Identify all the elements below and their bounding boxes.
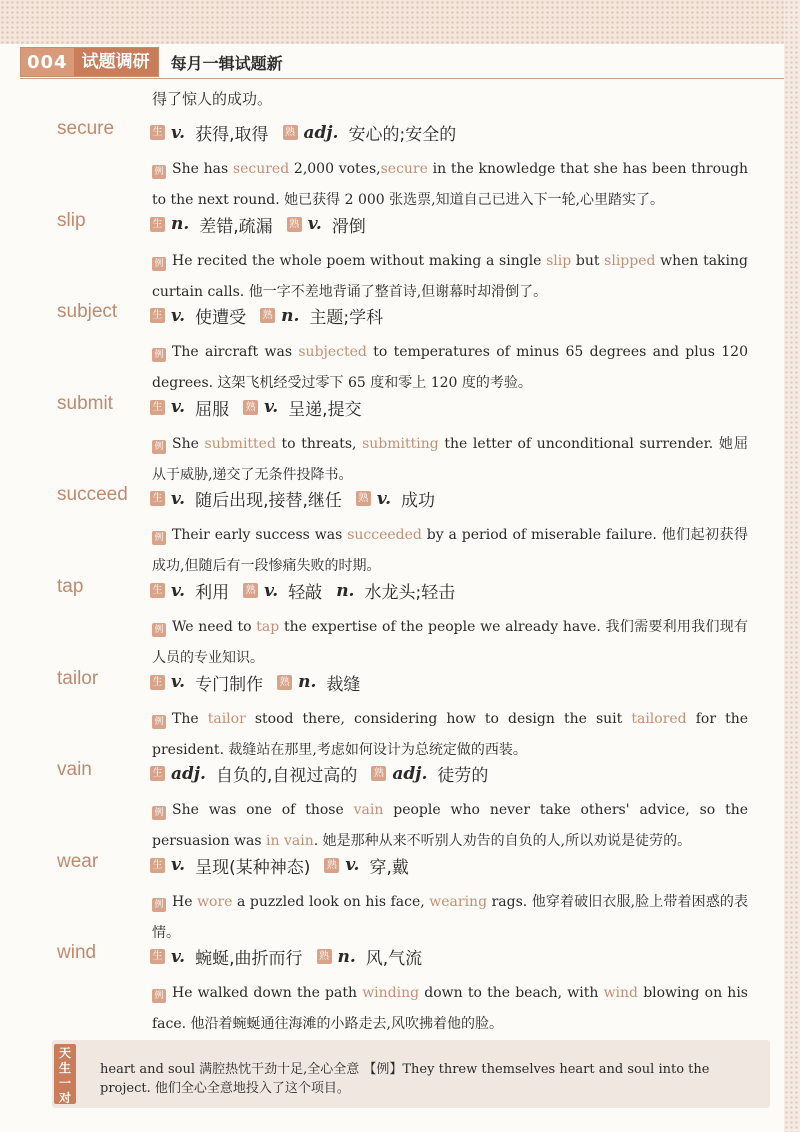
headword: tap (57, 576, 84, 597)
example-text: in the knowledge that she has been through to the next round. 她已获得 2 000 张选票,知道自己已进入下一轮,心里踏实了。 (152, 161, 748, 208)
definition (150, 670, 263, 695)
mark-shu: 熟 (356, 491, 371, 506)
definition (287, 212, 366, 237)
definitions (150, 395, 376, 420)
definition (324, 853, 409, 878)
part-of-speech: n. (298, 672, 317, 693)
definition (150, 486, 342, 511)
definitions (150, 944, 436, 969)
mark-sheng: 生 (150, 675, 165, 690)
definition (150, 395, 229, 420)
meaning: 裁缝 (326, 674, 361, 695)
mark-lie: 例 (152, 440, 166, 454)
headword: submit (57, 392, 113, 414)
example-text: blowing on his face. 他沿着蜿蜒通往海滩的小路走去,风吹拂着他的脸。 (152, 985, 748, 1033)
mark-lie: 例 (152, 623, 166, 637)
example-sentence (152, 795, 748, 857)
mark-shu: 熟 (243, 400, 258, 415)
meaning: 蜿蜒,曲折而行 (195, 949, 303, 970)
right-decorative-band (784, 0, 800, 1132)
example-highlight: tailor (207, 710, 246, 727)
part-of-speech: n. (337, 946, 356, 967)
example-sentence (152, 246, 748, 308)
example-highlight: secure (380, 161, 428, 177)
part-of-speech: v. (171, 488, 186, 509)
example-text: She has (172, 161, 233, 177)
example-text: He (172, 893, 198, 910)
example-highlight: succeeded (347, 527, 422, 544)
part-of-speech: n. (281, 305, 300, 326)
headword: wear (57, 850, 99, 872)
meaning: 穿,戴 (369, 857, 409, 878)
mark-shu: 熟 (260, 308, 275, 323)
meaning: 主题;学科 (309, 308, 384, 329)
definition (371, 761, 488, 786)
meaning: 安心的;安全的 (348, 125, 457, 145)
definitions (150, 303, 397, 328)
part-of-speech: adj. (392, 763, 428, 784)
example-text: to temperatures of minus 65 degrees and plus 120 degrees. 这架飞机经受过零下 65 度和零上 120 度的考验。 (152, 344, 748, 392)
definitions (150, 486, 449, 511)
mark-shu: 熟 (324, 858, 339, 873)
example-highlight: submitting (362, 435, 439, 452)
example-text: He walked down the path (172, 985, 363, 1002)
example-text: She was one of those (172, 802, 354, 819)
example-text: by a period of miserable failure. 他们起初获得成功,但随后有一段惨痛失败的时期。 (152, 527, 748, 575)
example-text: . 她是那种从来不听别人劝告的自负的人,所以劝说是徒劳的。 (313, 833, 692, 850)
headword: slip (57, 209, 86, 231)
example-text: a puzzled look on his face, (232, 893, 430, 910)
mark-lie: 例 (152, 989, 166, 1003)
meaning: 徒劳的 (437, 766, 489, 787)
meaning: 呈现(某种神态) (195, 857, 311, 878)
example-highlight: submitted (204, 435, 276, 452)
example-sentence (152, 704, 748, 766)
header-badge (20, 47, 159, 77)
example-sentence (152, 154, 748, 216)
definition (356, 486, 435, 511)
meaning: 差错,疏漏 (199, 216, 273, 237)
part-of-speech: n. (336, 580, 355, 601)
mark-lie: 例 (152, 531, 166, 545)
example-text: Their early success was (172, 527, 348, 544)
headword: wind (57, 942, 97, 964)
definition (150, 761, 357, 786)
mark-lie: 例 (152, 257, 166, 271)
example-text: She (172, 435, 205, 452)
mark-sheng: 生 (150, 125, 165, 140)
example-sentence (152, 612, 748, 674)
meaning: 专门制作 (195, 674, 264, 695)
example-sentence (152, 429, 748, 491)
example-text: We need to (172, 619, 257, 635)
definition (277, 670, 360, 695)
definition (283, 120, 457, 145)
definitions (150, 670, 374, 695)
example-text: but (571, 252, 605, 269)
section-tag: 试题调研 (74, 48, 158, 76)
part-of-speech: adj. (303, 122, 339, 143)
example-text: for the president. 裁缝站在那里,考虑如何设计为总统定做的西装。 (152, 710, 749, 758)
meaning: 自负的,自视过高的 (215, 766, 358, 787)
part-of-speech: v. (345, 855, 360, 876)
mark-lie: 例 (152, 348, 166, 362)
example-highlight: secured (232, 161, 290, 177)
definitions (150, 120, 470, 145)
example-highlight: wore (197, 893, 233, 910)
mark-lie: 例 (152, 715, 166, 729)
part-of-speech: v. (171, 397, 186, 418)
example-highlight: tap (256, 619, 280, 635)
example-highlight: tailored (631, 710, 687, 727)
part-of-speech: v. (264, 397, 279, 418)
meaning: 成功 (401, 491, 435, 512)
mark-lie: 例 (152, 806, 166, 820)
headword: succeed (57, 484, 128, 506)
meaning: 呈递,提交 (288, 399, 362, 420)
example-highlight: in vain (266, 833, 314, 850)
headword: vain (57, 759, 92, 781)
mark-shu: 熟 (283, 125, 298, 140)
part-of-speech: v. (171, 122, 186, 143)
part-of-speech: v. (376, 488, 391, 509)
part-of-speech: v. (264, 580, 279, 601)
headword: secure (57, 118, 115, 139)
example-text: stood there, considering how to design the suit (245, 710, 632, 727)
example-text: rags. 他穿着破旧衣服,脸上带着困惑的表情。 (152, 893, 748, 941)
header-title: 每月一辑试题新 (170, 53, 283, 73)
mark-shu: 熟 (277, 675, 292, 690)
idiom-box (52, 1040, 770, 1108)
mark-shu: 熟 (371, 766, 386, 781)
part-of-speech: v. (171, 946, 186, 967)
meaning: 轻敲 (288, 583, 323, 603)
mark-sheng: 生 (150, 949, 165, 964)
part-of-speech: v. (171, 855, 186, 876)
example-highlight: winding (362, 985, 420, 1002)
mark-shu: 熟 (287, 217, 302, 232)
example-sentence (152, 978, 748, 1040)
example-highlight: wearing (429, 893, 488, 910)
part-of-speech: n. (171, 214, 190, 235)
top-decorative-band (0, 0, 800, 44)
headword: subject (57, 301, 118, 323)
example-highlight: slip (546, 252, 572, 269)
meaning: 使遭受 (195, 308, 247, 329)
meaning: 利用 (195, 583, 230, 603)
meaning: 获得,取得 (195, 125, 269, 145)
definitions (150, 212, 380, 237)
definition (150, 578, 229, 603)
meaning: 滑倒 (331, 216, 366, 237)
part-of-speech: v. (171, 672, 186, 693)
example-text: The aircraft was (172, 344, 299, 361)
example-highlight: slipped (604, 252, 656, 269)
mark-sheng: 生 (150, 400, 165, 415)
mark-sheng: 生 (150, 491, 165, 506)
header-divider (20, 78, 784, 79)
continuation-text: 得了惊人的成功。 (152, 90, 273, 108)
example-sentence (152, 520, 748, 582)
page-number: 004 (21, 52, 74, 73)
example-sentence (152, 887, 748, 949)
example-text: people who never take others' advice, so the persuasion was (152, 802, 748, 850)
page-header (20, 44, 283, 80)
idiom-text: heart and soul 满腔热忱干劲十足,全心全意 【例】They threw themselves heart and soul into the project. 他们全心全意地投入了这个项目。 (100, 1062, 710, 1096)
meaning: 随后出现,接替,继任 (195, 491, 342, 512)
definition (150, 212, 273, 237)
definition (260, 303, 383, 328)
definitions (150, 761, 502, 786)
mark-shu: 熟 (317, 949, 332, 964)
definition (317, 944, 423, 969)
mark-sheng: 生 (150, 308, 165, 323)
meaning: 风,气流 (365, 949, 423, 970)
mark-sheng: 生 (150, 766, 165, 781)
definition (150, 944, 303, 969)
mark-shu: 熟 (243, 583, 258, 598)
example-text: down to the beach, with (419, 985, 604, 1002)
part-of-speech: adj. (171, 763, 206, 784)
example-text: The (172, 710, 208, 727)
example-text: to threats, (275, 435, 363, 452)
example-highlight: vain (353, 802, 384, 819)
part-of-speech: v. (307, 214, 322, 235)
mark-sheng: 生 (150, 583, 165, 598)
definition (336, 578, 455, 603)
example-text: the expertise of the people we already have. 我们需要利用我们现有人员的专业知识。 (152, 619, 748, 666)
part-of-speech: v. (171, 580, 186, 601)
example-text: He recited the whole poem without making a single (172, 252, 547, 269)
mark-sheng: 生 (150, 858, 165, 873)
part-of-speech: v. (171, 305, 186, 326)
meaning: 水龙头;轻击 (364, 583, 456, 603)
example-text: 2,000 votes, (289, 161, 381, 177)
mark-lie: 例 (152, 165, 166, 179)
meaning: 屈服 (195, 399, 230, 420)
mark-sheng: 生 (150, 217, 165, 232)
example-sentence (152, 337, 748, 399)
example-text: when taking curtain calls. 他一字不差地背诵了整首诗,但谢幕时却滑倒了。 (152, 252, 748, 300)
definitions (150, 578, 469, 603)
definition (150, 853, 310, 878)
headword: tailor (57, 667, 99, 689)
definition (243, 395, 362, 420)
example-highlight: subjected (298, 344, 367, 361)
example-text: the letter of unconditional surrender. 她屈从于威胁,递交了无条件投降书。 (152, 435, 748, 483)
example-highlight: wind (603, 985, 639, 1002)
definition (150, 303, 246, 328)
definition (243, 578, 322, 603)
mark-lie: 例 (152, 898, 166, 912)
definition (150, 120, 269, 145)
idiom-tab: 天生一对 (54, 1044, 76, 1104)
definitions (150, 853, 423, 878)
